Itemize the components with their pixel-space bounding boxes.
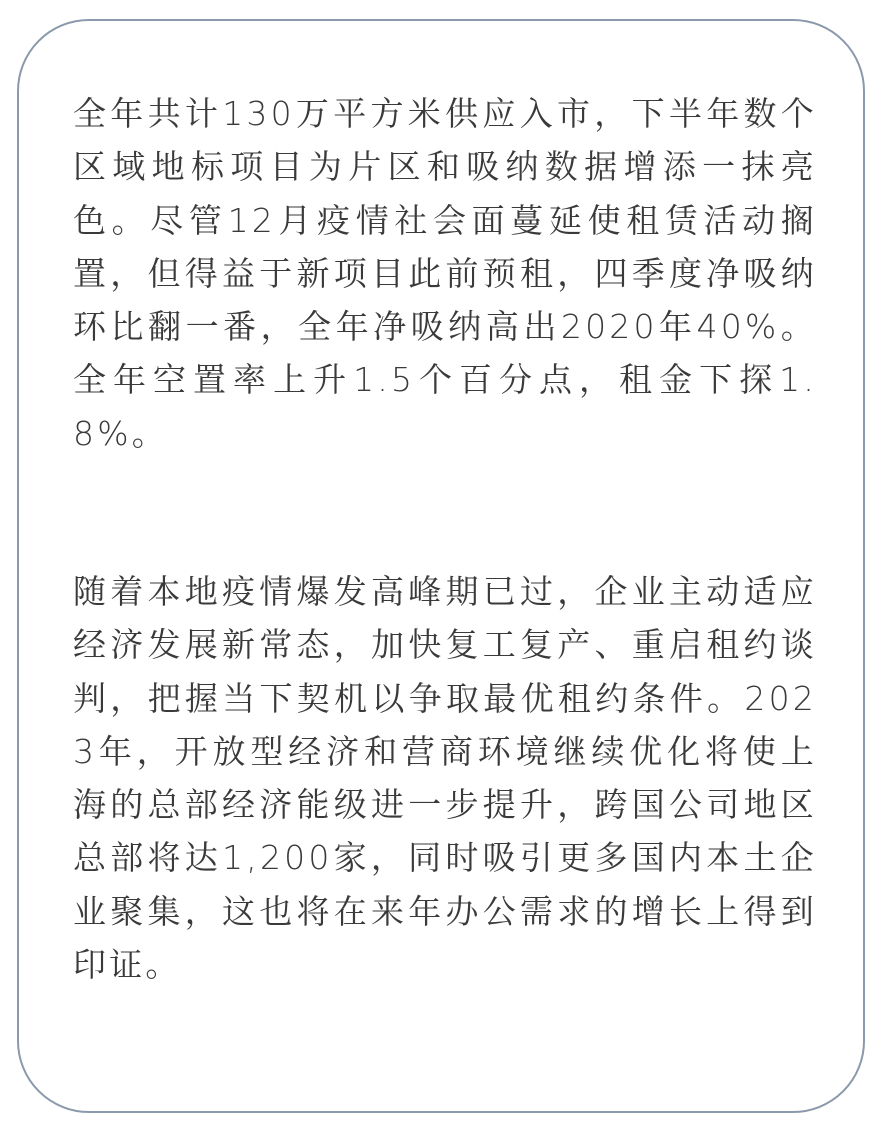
paragraph-supply-summary: 全年共计130万平方米供应入市，下半年数个区域地标项目为片区和吸纳数据增添一抹亮色。尽管12月疫情社会面蔓延使租赁活动搁置，但得益于新项目此前预租，四季度净吸纳环比翻一番，全年净吸纳高出2020年40%。全年空置率上升1.5个百分点，租金下探1.8%。 xyxy=(73,94,817,453)
text-card xyxy=(17,19,865,1113)
paragraph-outlook: 随着本地疫情爆发高峰期已过，企业主动适应经济发展新常态，加快复工复产、重启租约谈判，把握当下契机以争取最优租约条件。2023年，开放型经济和营商环境继续优化将使上海的总部经济能级进一步提升，跨国公司地区总部将达1,200家，同时吸引更多国内本土企业聚集，这也将在来年办公需求的增长上得到印证。 xyxy=(73,572,817,985)
